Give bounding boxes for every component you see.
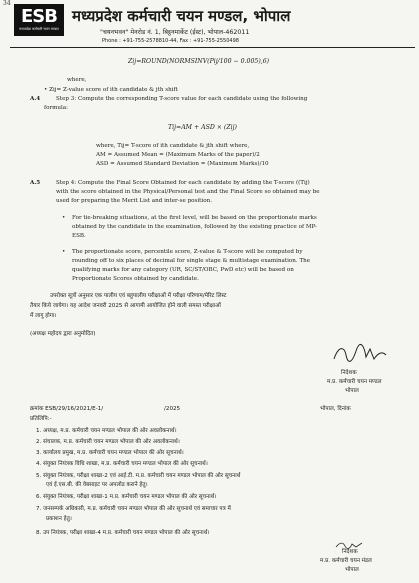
- step4-number: A.5: [30, 180, 41, 186]
- bullet1-line-1: For tie-breaking situations, at the first level, will be based on the proportionate marks: [72, 215, 317, 221]
- step4-line-3: used for preparing the Merit List and inter-se position.: [56, 198, 212, 204]
- reference-place: भोपाल, दिनांक: [320, 406, 351, 412]
- bullet2-line-4: Proportionate Scores obtained by candidate.: [72, 276, 199, 282]
- formula-t-score: Tij=AM + ASD × (Zij): [168, 124, 237, 131]
- bullet2-line-2: rounding off to six places of decimal for single stage & multistage examination. The: [72, 258, 311, 264]
- step3-line-1: Step 3: Compute the corresponding T-score value for each candidate using the following: [56, 96, 308, 102]
- organization-title: मध्यप्रदेश कर्मचारी चयन मण्डल, भोपाल: [72, 7, 291, 25]
- copy-item: 6. संयुक्त नियंत्रक, परीक्षा शाखा-1 म.प्र. कर्मचारी चयन मण्डल भोपाल की ओर सूचनार्थ।: [36, 494, 217, 500]
- where-label-1: where,: [67, 77, 87, 83]
- step3-number: A.4: [30, 96, 41, 102]
- logo-subtext: मध्यप्रदेश कर्मचारी चयन मण्डल: [19, 27, 59, 31]
- where2-line-2: AM = Assumed Mean = (Maximum Marks of the paper)/2: [96, 152, 260, 158]
- bullet1-line-3: ESB.: [72, 233, 86, 239]
- hindi-para-line-2: तैयार किये जायेगा। यह आदेश जनवरी 2025 से आगामी आयोजित होने वाली समस्त परीक्षाओं: [30, 303, 221, 309]
- copy-item: 7. जनसम्पर्क अधिकारी, म.प्र. कर्मचारी चयन मण्डल भोपाल की ओर सूचनार्थ एवं समाचार पत्र में: [36, 506, 231, 512]
- copy-item-continued: प्रकाशन हेतु।: [46, 516, 72, 522]
- copy-item: 8. उप नियंत्रक, परीक्षा शाखा-4 म.प्र. कर्मचारी चयन मण्डल भोपाल की ओर सूचनार्थ।: [36, 530, 210, 536]
- bullet1-line-2: obtained by the candidate in the examination, followed by the existing practice of MP-: [72, 224, 317, 230]
- organization-phone: Phone : +91-755-2578810-44, Fax : +91-755-2550498: [102, 38, 239, 44]
- director-signature-1: [330, 341, 390, 367]
- bullet-marker: •: [62, 249, 66, 255]
- formula-z-score: Zij=ROUND(NORMSINV(Pij/100 − 0.005),6): [128, 58, 270, 65]
- bullet-marker: •: [62, 215, 66, 221]
- copy-item: 1. अध्यक्ष, म.प्र. कर्मचारी चयन मण्डल भोपाल की ओर अवलोकनार्थ।: [36, 428, 177, 434]
- bullet2-line-1: The proportionate score, percentile score, Z-value & T-score will be computed by: [72, 249, 303, 255]
- header-divider: [10, 47, 415, 48]
- sign2-title: निदेशक: [342, 549, 358, 555]
- sign1-title: निदेशक: [341, 370, 357, 376]
- step3-line-2: formula:: [44, 105, 69, 111]
- logo-text: ESB: [21, 6, 57, 27]
- step4-line-1: Step 4: Compute the Final Score Obtained for each candidate by adding the T-score ((Tij): [56, 180, 310, 186]
- hindi-para-line-3: में लागू होगा।: [30, 313, 57, 319]
- z-value-definition: • Zij= Z-value score of ith candidate & jth shift: [44, 87, 178, 93]
- where2-line-1: where, Tij= T-score of ith candidate & jth shift where,: [96, 143, 250, 149]
- bullet2-line-3: qualifying marks for any category (UR, SC/ST/OBC, PwD etc) will be based on: [72, 267, 294, 273]
- copy-to-label: प्रतिलिपि:-: [30, 416, 52, 422]
- hindi-para-line-1: उपरोक्त सूत्रों अनुसार एक पालीय एवं बहुपालीय परीक्षाओं में परीक्षा परिणाम/मेरिट लिस्ट: [50, 293, 227, 299]
- copy-item: 2. संचालक, म.प्र. कर्मचारी चयन मण्डल भोपाल की ओर अवलोकनार्थ।: [36, 439, 180, 445]
- approval-note: (अध्यक्ष महोदय द्वारा अनुमोदित): [30, 331, 96, 337]
- copy-item: 3. कार्यालय प्रमुख, म.प्र. कर्मचारी चयन मण्डल भोपाल की ओर सूचनार्थ।: [36, 450, 184, 456]
- sign2-line-2: म.प्र. कर्मचारी चयन मंडल: [320, 558, 372, 564]
- where2-line-3: ASD = Assumed Standard Deviation = (Maximum Marks)/10: [96, 161, 269, 167]
- sign2-line-3: भोपाल: [345, 567, 359, 573]
- sign1-line-3: भोपाल: [345, 388, 359, 394]
- reference-number: क्रमांक ESB/29/16/2021/E-1/: [30, 406, 104, 412]
- step4-line-2: with the score obtained in the Physical/Personal test and the Final Score so obtained may be: [56, 189, 320, 195]
- copy-item-continued: एवं ई.एस.बी. की वेबसाइट पर अपलोड कराने हेतु।: [46, 482, 148, 488]
- organization-address: "चयनभवन" मेनरोड नं. 1, बिट्ठनमार्केट (ईस्ट), भोपाल-462011: [100, 29, 250, 36]
- copy-item: 5. संयुक्त नियंत्रक, परीक्षा शाखा-2 एवं आई.टी. म.प्र. कर्मचारी चयन मण्डल भोपाल की ओर सूचनार्थ: [36, 473, 241, 479]
- reference-date: /2025: [164, 406, 181, 412]
- sign1-line-2: म.प्र. कर्मचारी चयन मण्डल: [327, 379, 382, 385]
- page-corner-mark: 34: [3, 0, 11, 7]
- copy-item: 4. संयुक्त नियंत्रक विधि शाखा, म.प्र. कर्मचारी चयन मण्डल भोपाल की ओर सूचनार्थ।: [36, 461, 208, 467]
